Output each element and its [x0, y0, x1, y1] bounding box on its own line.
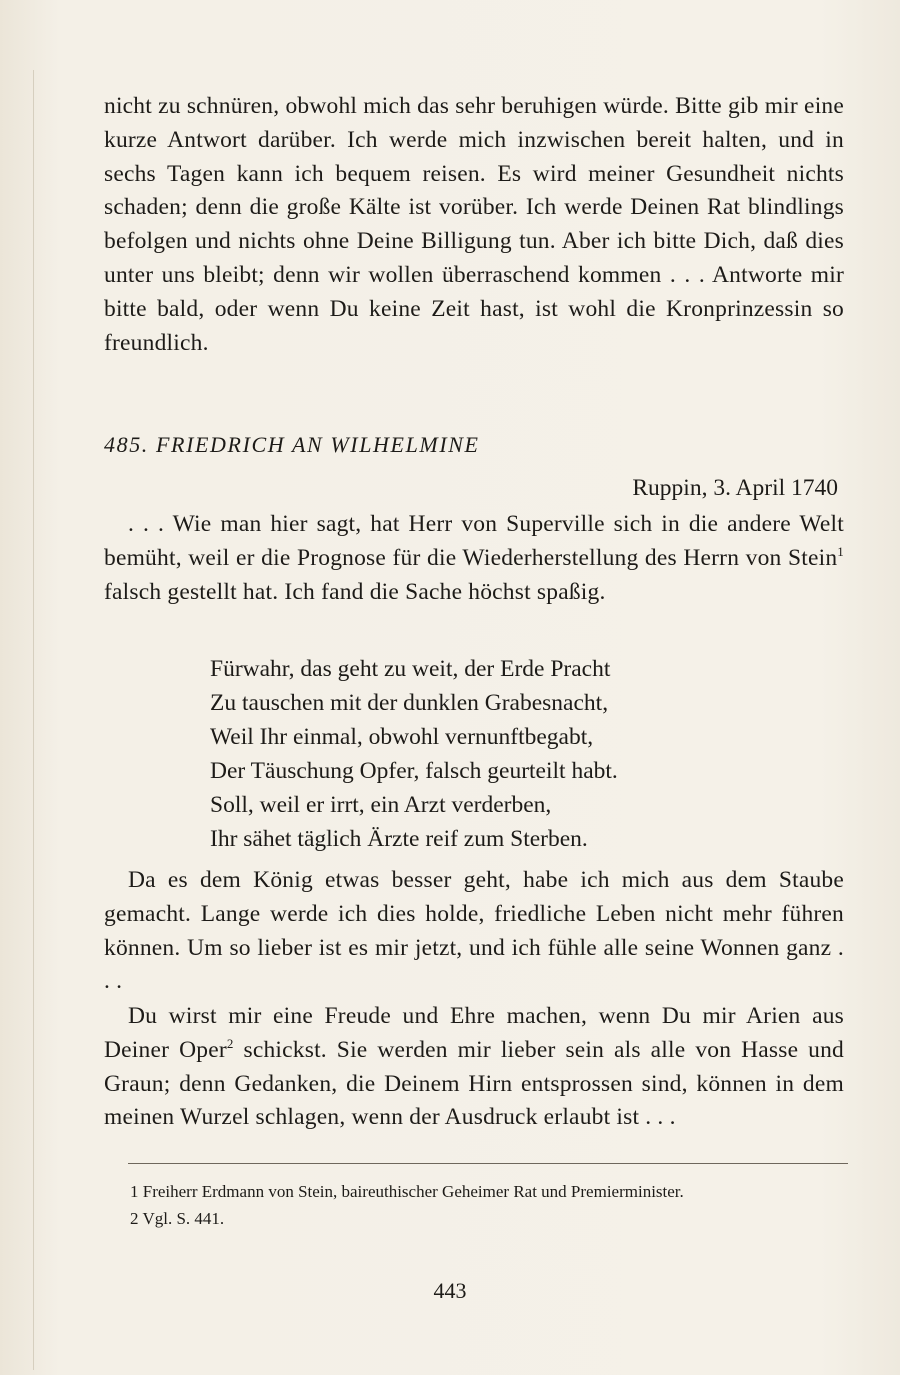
- footnote-reference-2: 2: [226, 1035, 234, 1051]
- verse-line: Ihr sähet täglich Ärzte reif zum Sterben.: [210, 826, 588, 852]
- footnote-reference-1: 1: [837, 543, 844, 559]
- footnote-1: [104, 1178, 852, 1205]
- page-number: 443: [433, 1278, 467, 1303]
- verse-line: Fürwahr, das geht zu weit, der Erde Pracht: [210, 656, 611, 682]
- paragraph-continued: nicht zu schnüren, obwohl mich das sehr beruhigen würde. Bitte gib mir eine kurze Antwort darüber. Ich werde mich inzwischen bereit halten, und in sechs Tagen kann ich bequem reisen. Es wird meiner Gesundheit nichts schaden; denn die große Kälte ist vorüber. Ich werde Deinen Rat blindlings befolgen und nichts ohne Deine Billigung tun. Aber ich bitte Dich, daß dies unter uns bleibt; denn wir wollen überraschend kommen . . . Antworte mir bitte bald, oder wenn Du keine Zeit hast, ist wohl die Kronprinzessin so freundlich.: [104, 93, 844, 356]
- footnote-divider: [128, 1163, 848, 1164]
- letter-paragraph-1: [104, 508, 844, 609]
- footnotes: [104, 1178, 852, 1232]
- footnote-text: Freiherr Erdmann von Stein, baireuthischer Geheimer Rat und Premierminister.: [142, 1182, 684, 1201]
- verse-line: Zu tauschen mit der dunklen Grabesnacht,: [210, 690, 609, 716]
- letter-dateline: Ruppin, 3. April 1740: [632, 475, 838, 501]
- letter-paragraph-3-text-cont: schickst. Sie werden mir lieber sein als alle von Hasse und Graun; denn Gedanken, die Deinem Hirn entsprossen sind, können in dem meinen Wurzel schlagen, wenn der Ausdruck erlaubt ist . . .: [104, 1036, 844, 1131]
- letter-paragraph-1-text-cont: falsch gestellt hat. Ich fand die Sache höchst spaßig.: [104, 578, 606, 605]
- verse-block: [210, 652, 618, 856]
- letter-paragraph-3: [104, 1000, 844, 1135]
- footnote-2: [104, 1205, 852, 1232]
- letter-heading: 485. FRIEDRICH AN WILHELMINE: [104, 432, 480, 457]
- verse-line: Weil Ihr einmal, obwohl vernunftbegabt,: [210, 724, 594, 750]
- footnote-mark: 1: [130, 1182, 139, 1201]
- verse-line: Der Täuschung Opfer, falsch geurteilt habt.: [210, 758, 618, 784]
- verse-line: Soll, weil er irrt, ein Arzt verderben,: [210, 792, 552, 818]
- letter-paragraph-2: Da es dem König etwas besser geht, habe ich mich aus dem Staube gemacht. Lange werde ich dies holde, friedliche Leben nicht mehr führen können. Um so lieber ist es mir jetzt, und ich fühle alle seine Wonnen ganz . . .: [104, 867, 844, 995]
- letter-paragraph-3-text: Du wirst mir eine Freude und Ehre machen, wenn Du mir Arien aus Deiner Oper: [104, 1003, 844, 1063]
- footnote-mark: 2: [130, 1209, 139, 1228]
- footnote-text: Vgl. S. 441.: [142, 1209, 225, 1228]
- letter-paragraph-1-text: . . . Wie man hier sagt, hat Herr von Superville sich in die andere Welt bemüht, weil er die Prognose für die Wiederherstellung des Herrn von Stein: [104, 511, 844, 571]
- page-gutter: [33, 70, 34, 1370]
